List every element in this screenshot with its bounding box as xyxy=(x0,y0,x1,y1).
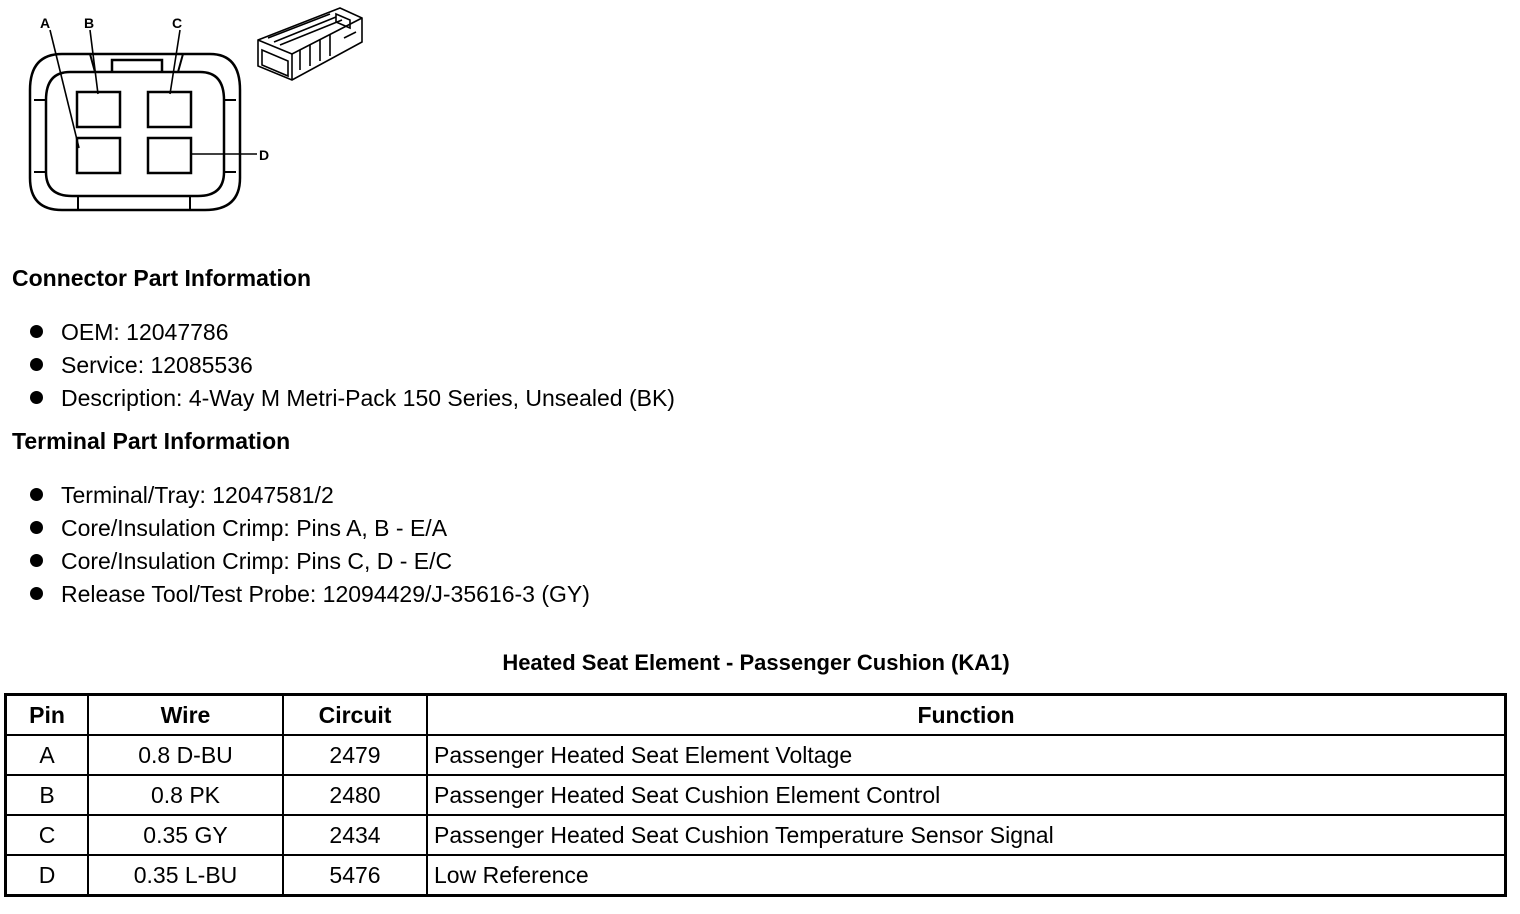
table-row xyxy=(6,735,1506,775)
bullet-icon xyxy=(30,587,43,600)
cell-pin: B xyxy=(6,775,89,815)
list-item: Service: 12085536 xyxy=(30,350,675,383)
pinout-table xyxy=(4,693,1507,897)
table-header-row xyxy=(6,695,1506,736)
cell-wire: 0.8 PK xyxy=(88,775,283,815)
bullet-icon xyxy=(30,521,43,534)
pin-cavity-a xyxy=(77,138,120,173)
cell-pin: C xyxy=(6,815,89,855)
cell-circuit: 5476 xyxy=(283,855,427,896)
list-item: Core/Insulation Crimp: Pins A, B - E/A xyxy=(30,513,590,546)
list-item: Release Tool/Test Probe: 12094429/J-35616-3 (GY) xyxy=(30,579,590,612)
connector-part-info-list xyxy=(30,317,675,416)
table-title: Heated Seat Element - Passenger Cushion (KA1) xyxy=(502,650,1010,675)
table-row xyxy=(6,815,1506,855)
header-wire: Wire xyxy=(88,695,283,736)
cell-function: Passenger Heated Seat Cushion Temperature Sensor Signal xyxy=(427,815,1506,855)
connector-latch xyxy=(112,60,162,72)
cell-pin: A xyxy=(6,735,89,775)
header-pin: Pin xyxy=(6,695,89,736)
header-function: Function xyxy=(427,695,1506,736)
cell-circuit: 2480 xyxy=(283,775,427,815)
connector-isometric-icon xyxy=(258,8,362,80)
connector-diagram xyxy=(0,0,380,225)
table-row xyxy=(6,855,1506,896)
pin-cavity-b xyxy=(77,92,120,127)
bullet-icon xyxy=(30,325,43,338)
terminal-part-info-title: Terminal Part Information xyxy=(12,428,291,454)
pin-label-c: C xyxy=(172,15,183,31)
pin-cavity-d xyxy=(148,138,191,173)
cell-pin: D xyxy=(6,855,89,896)
bullet-icon xyxy=(30,358,43,371)
list-item: OEM: 12047786 xyxy=(30,317,675,350)
bullet-icon xyxy=(30,554,43,567)
table-row xyxy=(6,775,1506,815)
list-item: Terminal/Tray: 12047581/2 xyxy=(30,480,590,513)
cell-function: Passenger Heated Seat Cushion Element Control xyxy=(427,775,1506,815)
bullet-icon xyxy=(30,391,43,404)
connector-inner-housing xyxy=(46,72,224,196)
cell-function: Passenger Heated Seat Element Voltage xyxy=(427,735,1506,775)
pin-label-a: A xyxy=(40,15,51,31)
cell-function: Low Reference xyxy=(427,855,1506,896)
cell-circuit: 2479 xyxy=(283,735,427,775)
bullet-icon xyxy=(30,488,43,501)
list-item: Core/Insulation Crimp: Pins C, D - E/C xyxy=(30,546,590,579)
connector-part-info-title: Connector Part Information xyxy=(12,265,312,291)
header-circuit: Circuit xyxy=(283,695,427,736)
pin-label-d: D xyxy=(259,147,270,163)
cell-wire: 0.35 GY xyxy=(88,815,283,855)
cell-wire: 0.8 D-BU xyxy=(88,735,283,775)
list-item: Description: 4-Way M Metri-Pack 150 Series, Unsealed (BK) xyxy=(30,383,675,416)
cell-circuit: 2434 xyxy=(283,815,427,855)
terminal-part-info-list xyxy=(30,480,590,612)
pin-cavity-c xyxy=(148,92,191,127)
cell-wire: 0.35 L-BU xyxy=(88,855,283,896)
pin-label-b: B xyxy=(84,15,95,31)
